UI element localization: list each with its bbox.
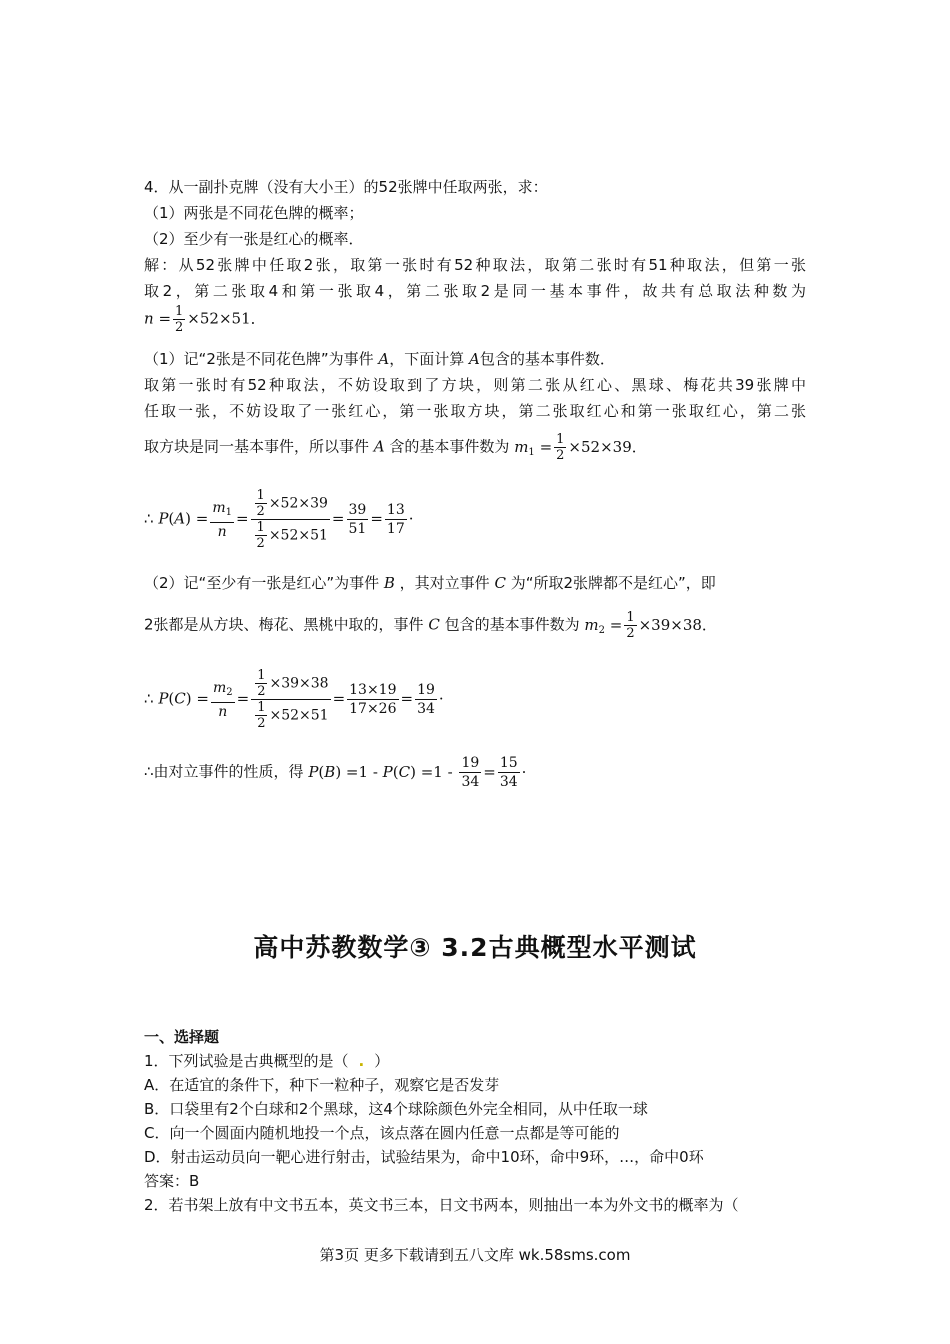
option-a: A．在适宜的条件下，种下一粒种子，观察它是否发芽 bbox=[144, 1076, 500, 1094]
problem4-stem: 4．从一副扑克牌（没有大小王）的52张牌中任取两张，求： bbox=[144, 178, 548, 196]
part1-line-1: （1）记“2张是不同花色牌”为事件 A，下面计算 A包含的基本事件数． bbox=[144, 350, 615, 368]
problem4-q1: （1）两张是不同花色牌的概率； bbox=[144, 204, 364, 222]
part1-line-4: 取方块是同一基本事件，所以事件 A 含的基本事件数为 $m_1$ = $\frac{1}{2}$ ×52×39． bbox=[144, 432, 647, 463]
part1-line-2: 取第一张时有52种取法，不妨设取到了方块，则第二张从红心、黑球、梅花共39张牌中 bbox=[144, 376, 806, 394]
formula-pa: ∴ P(A) = $\frac{m_1}{n}$ = $\frac{1}{2}$ ×52×39 $\frac{1}{2}$ ×52×51 = $\frac{39}{51}$ = $\frac{13}{17}$ · bbox=[144, 488, 414, 551]
page-footer: 第3页 更多下载请到五八文库 wk.58sms.com bbox=[319, 1246, 631, 1264]
option-d: D．射击运动员向一靶心进行射击，试验结果为，命中10环，命中9环，…，命中0环 bbox=[144, 1148, 704, 1166]
answer-1: 答案：B bbox=[144, 1172, 200, 1190]
question-1-stem: 1．下列试验是古典概型的是（ . ） bbox=[144, 1052, 390, 1070]
option-b: B．口袋里有2个白球和2个黑球，这4个球除颜色外完全相同，从中任取一球 bbox=[144, 1100, 648, 1118]
part2-line-1: （2）记“至少有一张是红心”为事件 B ，其对立事件 C 为“所取2张牌都不是红心”，即 bbox=[144, 574, 716, 592]
part1-line-3: 任取一张，不妨设取了一张红心，第一张取方块，第二张取红心和第一张取红心，第二张 bbox=[144, 402, 806, 420]
solution-line-1: 解：从52张牌中任取2张，取第一张时有52种取法，取第二张时有51种取法，但第一张 bbox=[144, 256, 806, 274]
problem4-q2: （2）至少有一张是红心的概率． bbox=[144, 230, 364, 248]
part2-line-2: 2张都是从方块、梅花、黑桃中取的，事件 C 包含的基本事件数为 $m_2$ = $\frac{1}{2}$ ×39×38． bbox=[144, 610, 717, 641]
formula-pc: ∴ P(C) = $\frac{m_2}{n}$ = $\frac{1}{2}$ ×39×38 $\frac{1}{2}$ ×52×51 = $\frac{13\times 19}{17\times 26}$ = $\frac{19}{34}$ · bbox=[144, 668, 444, 731]
section-heading: 一、选择题 bbox=[144, 1028, 220, 1046]
option-c: C．向一个圆面内随机地投一个点，该点落在圆内任意一点都是等可能的 bbox=[144, 1124, 620, 1142]
final-line: ∴由对立事件的性质，得 P(B) =1 - P(C) =1 - $\frac{19}{34}$ = $\frac{15}{34}$ · bbox=[144, 755, 527, 790]
solution-line-2: 取2，第二张取4和第一张取4，第二张取2是同一基本事件，故共有总取法种数为 bbox=[144, 282, 806, 300]
formula-n: n = $\frac{1}{2}$ ×52×51． bbox=[144, 304, 266, 335]
question-2-stem: 2．若书架上放有中文书五本，英文书三本，日文书两本，则抽出一本为外文书的概率为（ bbox=[144, 1196, 739, 1214]
page-title: 高中苏教数学③ 3.2古典概型水平测试 bbox=[253, 933, 697, 962]
